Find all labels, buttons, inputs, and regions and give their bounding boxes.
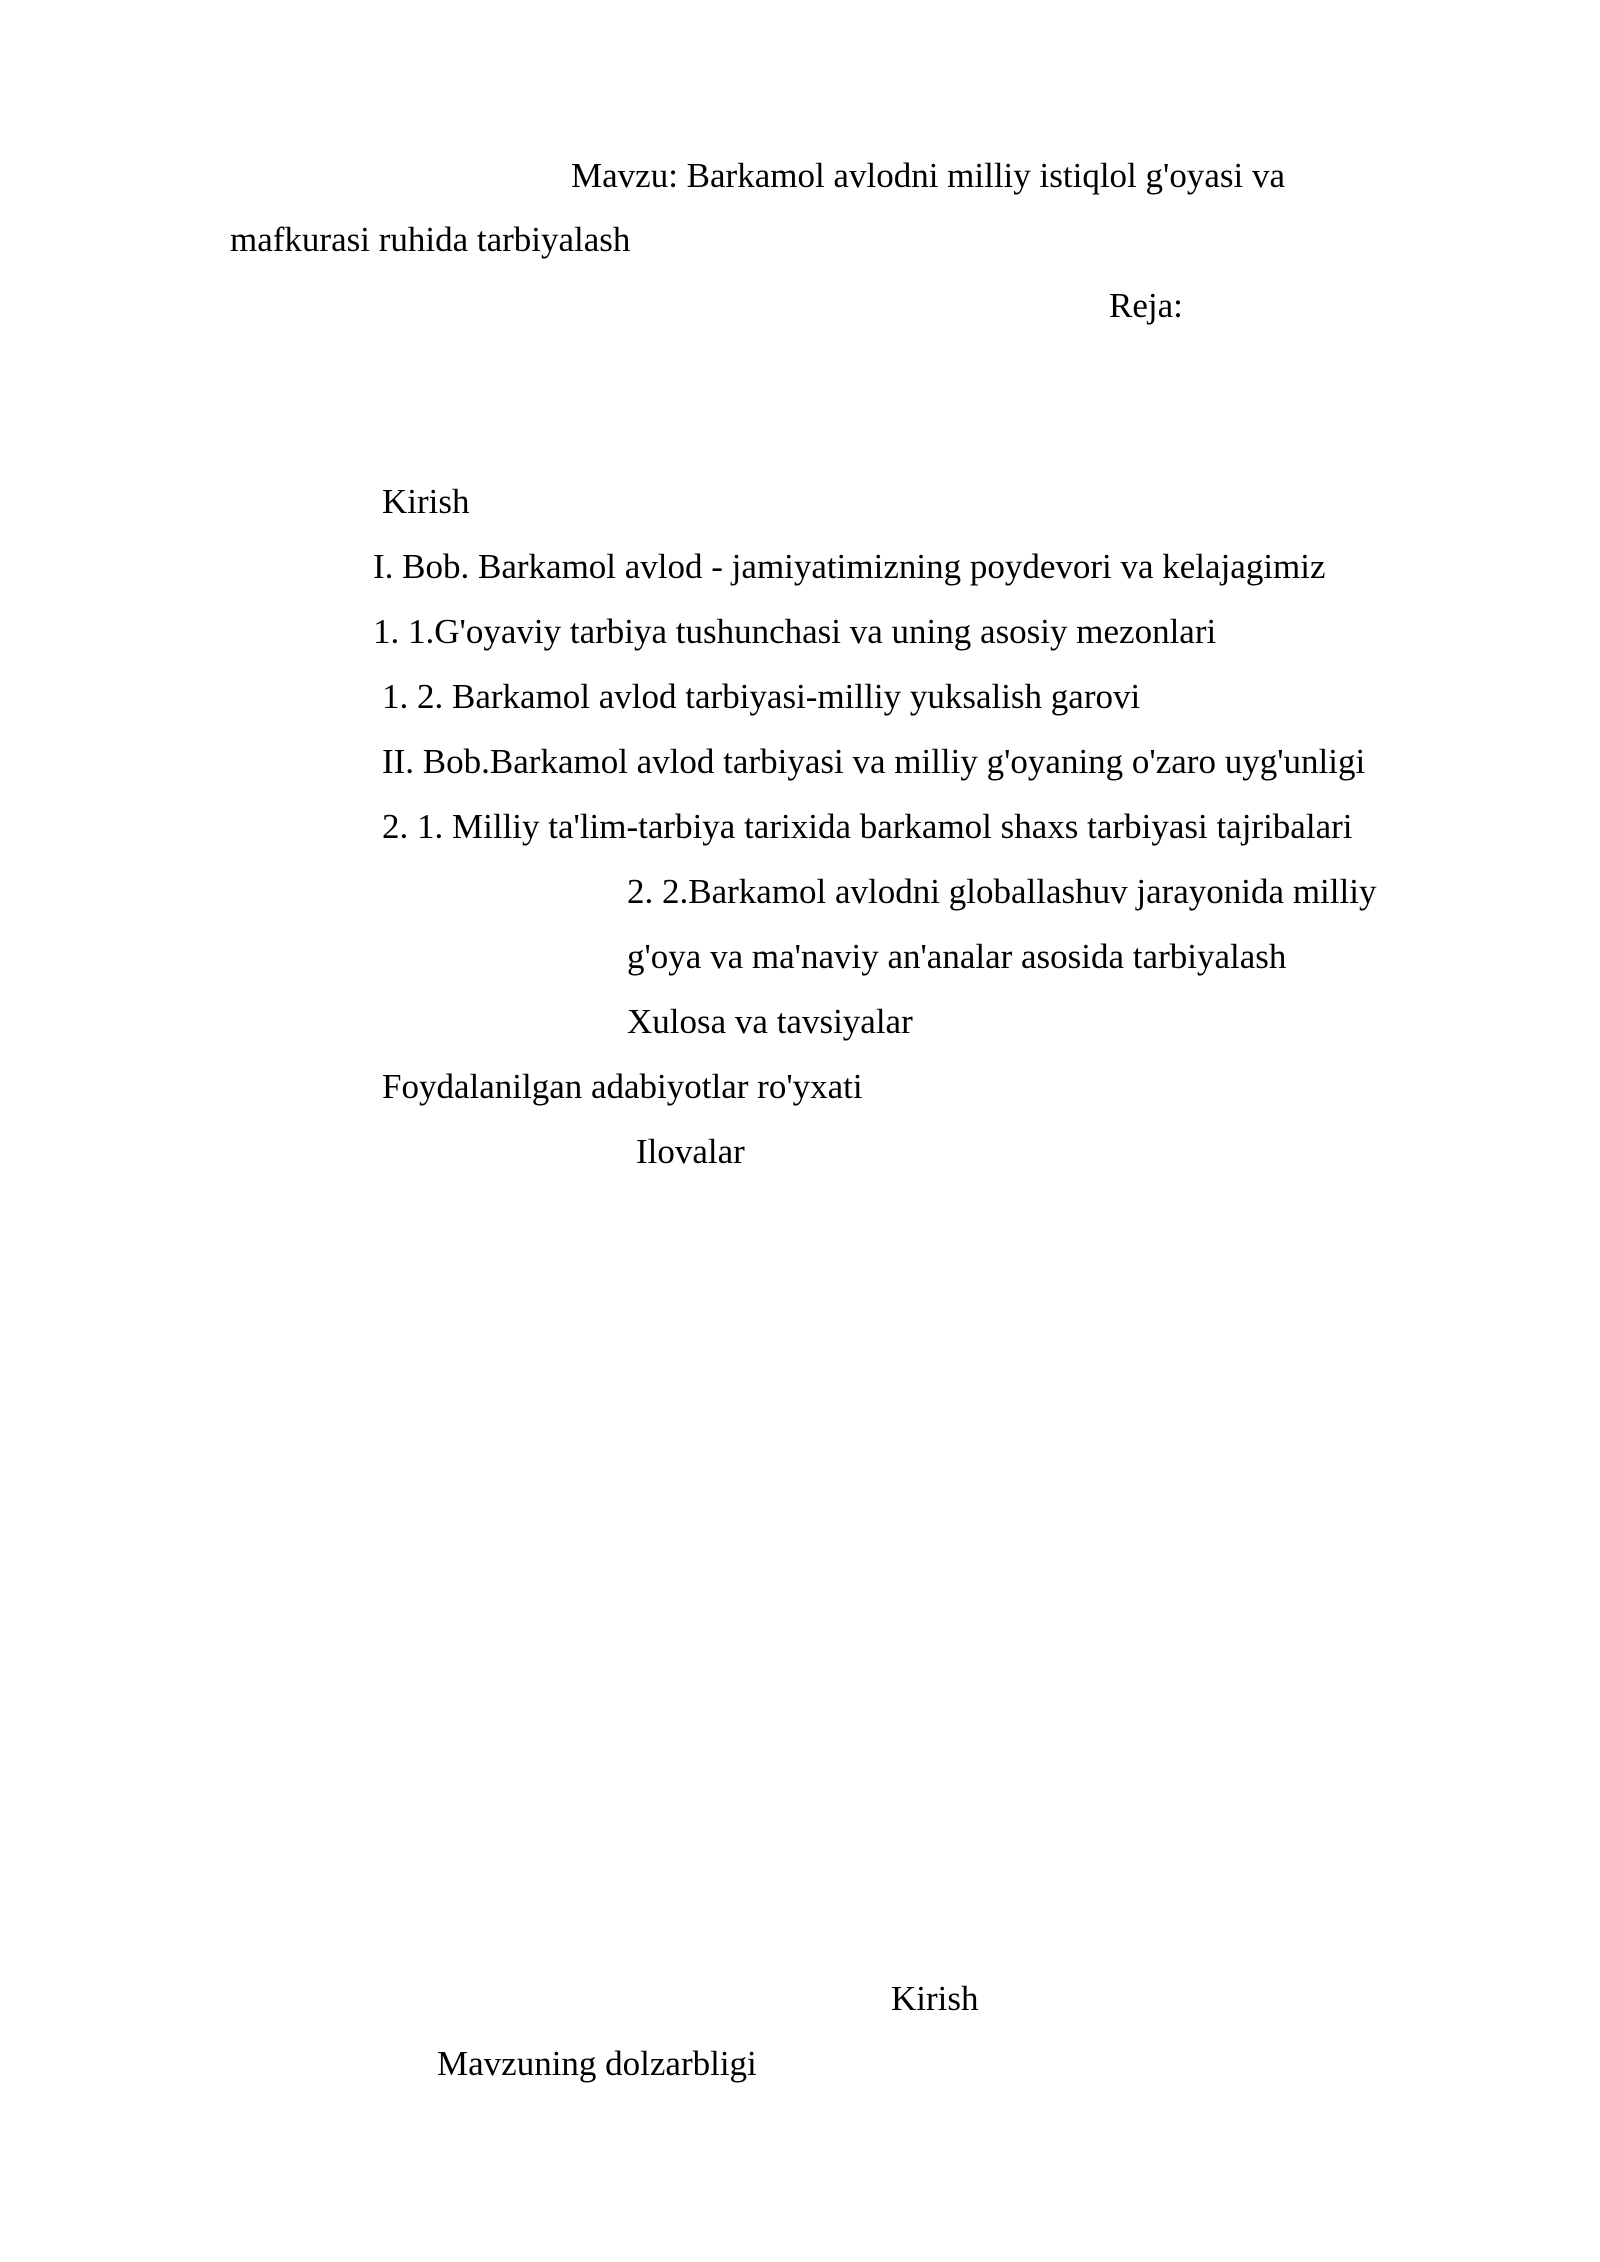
- plan-item-chapter-2: II. Bob.Barkamol avlod tarbiyasi va milliy g'oyaning o'zaro uyg'unligi: [382, 742, 1366, 781]
- plan-item-conclusion: Xulosa va tavsiyalar: [627, 1002, 913, 1041]
- introduction-heading: Kirish: [891, 1979, 979, 2018]
- plan-item-section-2-2-continued: g'oya va ma'naviy an'analar asosida tarbiyalash: [627, 937, 1287, 976]
- title-line-2: mafkurasi ruhida tarbiyalash: [230, 220, 631, 259]
- title-line-1: Mavzu: Barkamol avlodni milliy istiqlol g'oyasi va: [571, 156, 1285, 195]
- plan-heading: Reja:: [1109, 286, 1183, 325]
- plan-item-section-2-2: 2. 2.Barkamol avlodni globallashuv jarayonida milliy: [627, 872, 1377, 911]
- plan-item-references: Foydalanilgan adabiyotlar ro'yxati: [382, 1067, 863, 1106]
- plan-item-section-2-1: 2. 1. Milliy ta'lim-tarbiya tarixida barkamol shaxs tarbiyasi tajribalari: [382, 807, 1353, 846]
- plan-item-appendices: Ilovalar: [636, 1132, 745, 1171]
- plan-item-section-1-1: 1. 1.G'oyaviy tarbiya tushunchasi va uning asosiy mezonlari: [373, 612, 1217, 651]
- introduction-subheading: Mavzuning dolzarbligi: [437, 2044, 757, 2083]
- plan-item-chapter-1: I. Bob. Barkamol avlod - jamiyatimizning poydevori va kelajagimiz: [373, 547, 1326, 586]
- plan-item-intro: Kirish: [382, 482, 470, 521]
- plan-item-section-1-2: 1. 2. Barkamol avlod tarbiyasi-milliy yuksalish garovi: [382, 677, 1141, 716]
